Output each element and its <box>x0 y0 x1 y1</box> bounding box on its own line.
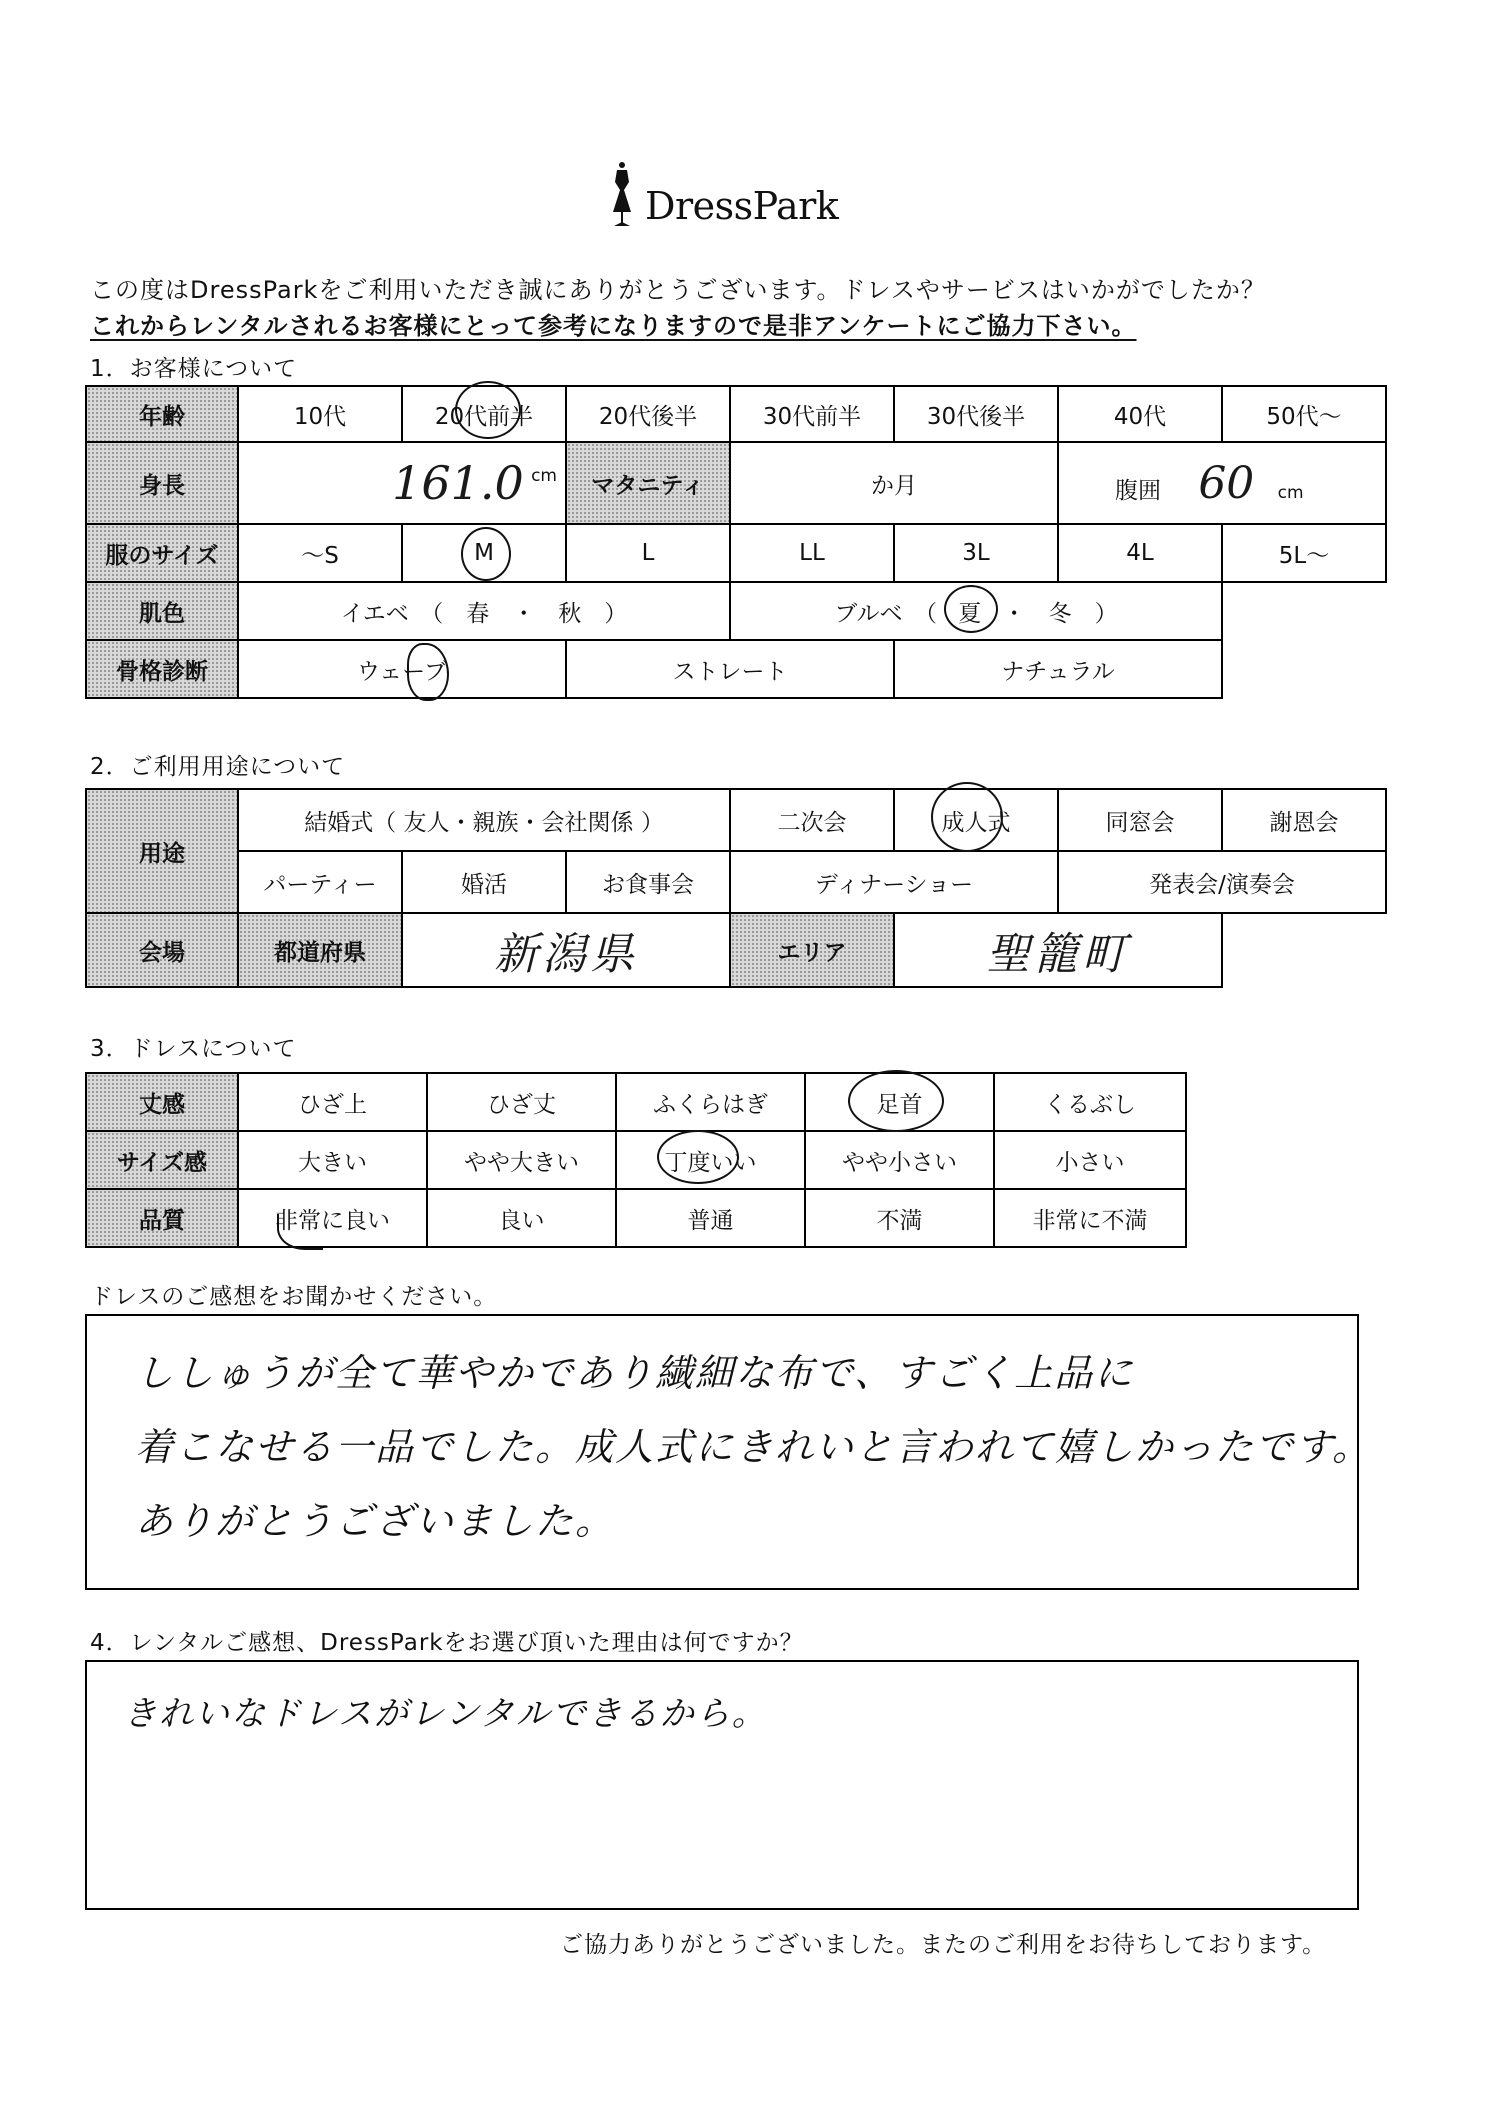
size-option[interactable]: 5L～ <box>1222 524 1386 582</box>
age-row <box>86 386 1386 442</box>
comment-line-2: 着こなせる一品でした。成人式にきれいと言われて嬉しかったです。 <box>135 1425 1372 1469</box>
purpose-option[interactable]: 発表会/演奏会 <box>1058 851 1386 913</box>
age-option[interactable]: 20代後半 <box>566 386 730 442</box>
skin-blue-prefix: ブルベ （ <box>834 600 937 627</box>
size-label: 服のサイズ <box>86 524 238 582</box>
purpose-option[interactable]: 二次会 <box>730 789 894 851</box>
length-row <box>86 1073 1186 1131</box>
skin-yellow[interactable]: イエベ （ 春 ・ 秋 ） <box>238 582 730 640</box>
quality-option[interactable]: 非常に不満 <box>994 1189 1186 1247</box>
purpose-option[interactable]: 婚活 <box>402 851 566 913</box>
comment-line-1: ししゅうが全て華やかであり繊細な布で、すごく上品に <box>135 1351 1135 1395</box>
comment-title: ドレスのご感想をお聞かせください。 <box>90 1284 498 1310</box>
section4-title: 4．レンタルご感想、DressParkをお選び頂いた理由は何ですか？ <box>90 1630 804 1656</box>
purpose-option[interactable]: 謝恩会 <box>1222 789 1386 851</box>
purpose-table <box>85 788 1387 988</box>
frame-option[interactable]: ナチュラル <box>894 640 1222 698</box>
skin-blue[interactable] <box>730 582 1222 640</box>
height-value: 161.0 <box>392 456 524 510</box>
dresspark-logo <box>605 160 845 240</box>
skin-blue-summer[interactable] <box>958 595 981 628</box>
quality-option[interactable]: 良い <box>427 1189 616 1247</box>
empty-cell <box>1222 582 1386 640</box>
size-option[interactable]: L <box>566 524 730 582</box>
purpose-option[interactable]: お食事会 <box>566 851 730 913</box>
length-option[interactable]: ふくらはぎ <box>616 1073 805 1131</box>
quality-option-selected[interactable] <box>238 1189 427 1247</box>
length-option[interactable]: くるぶし <box>994 1073 1186 1131</box>
length-option-selected[interactable] <box>805 1073 994 1131</box>
fit-option-selected[interactable] <box>616 1131 805 1189</box>
age-option-label: 20代前半 <box>434 403 534 430</box>
brand-name: DressPark <box>645 184 839 228</box>
reason-answer: きれいなドレスがレンタルできるから。 <box>123 1694 768 1734</box>
size-option[interactable]: 3L <box>894 524 1058 582</box>
waist-value: 60 <box>1198 457 1255 509</box>
size-row <box>86 524 1386 582</box>
area-field[interactable] <box>894 913 1222 987</box>
frame-row <box>86 640 1386 698</box>
size-option[interactable]: 4L <box>1058 524 1222 582</box>
waist-field[interactable] <box>1058 442 1386 524</box>
comment-line-3: ありがとうございました。 <box>135 1499 616 1543</box>
skin-row <box>86 582 1386 640</box>
length-option[interactable]: ひざ丈 <box>427 1073 616 1131</box>
reason-box[interactable] <box>85 1660 1359 1910</box>
length-option-label: 足首 <box>876 1091 923 1118</box>
quality-option[interactable]: 普通 <box>616 1189 805 1247</box>
height-row <box>86 442 1386 524</box>
purpose-row-1 <box>86 789 1386 851</box>
empty-cell <box>1222 913 1386 987</box>
prefecture-label: 都道府県 <box>238 913 402 987</box>
area-label: エリア <box>730 913 894 987</box>
purpose-row-2 <box>86 851 1386 913</box>
age-label: 年齢 <box>86 386 238 442</box>
fit-option[interactable]: 小さい <box>994 1131 1186 1189</box>
age-option[interactable]: 40代 <box>1058 386 1222 442</box>
size-option[interactable]: ～S <box>238 524 402 582</box>
size-option-selected[interactable] <box>402 524 566 582</box>
frame-option-selected[interactable] <box>238 640 566 698</box>
prefecture-field[interactable] <box>402 913 730 987</box>
area-value: 聖籠町 <box>986 929 1131 980</box>
size-option-label: M <box>474 540 494 566</box>
height-field[interactable] <box>238 442 566 524</box>
waist-unit: cm <box>1277 482 1304 503</box>
venue-row <box>86 913 1386 987</box>
purpose-option[interactable]: パーティー <box>238 851 402 913</box>
height-unit: cm <box>531 466 557 486</box>
frame-label: 骨格診断 <box>86 640 238 698</box>
skin-blue-suffix: ・ 冬 ） <box>1002 600 1118 627</box>
fit-label: サイズ感 <box>86 1131 238 1189</box>
waist-label: 腹囲 <box>1115 477 1161 504</box>
customer-table <box>85 385 1387 699</box>
quality-option[interactable]: 不満 <box>805 1189 994 1247</box>
skin-blue-summer-label: 夏 <box>958 600 982 627</box>
footer-thanks: ご協力ありがとうございました。またのご利用をお待ちしております。 <box>560 1932 1327 1958</box>
venue-label: 会場 <box>86 913 238 987</box>
purpose-option[interactable]: 同窓会 <box>1058 789 1222 851</box>
frame-option[interactable]: ストレート <box>566 640 894 698</box>
quality-option-label: 非常に良い <box>275 1207 390 1234</box>
age-option[interactable]: 50代～ <box>1222 386 1386 442</box>
section3-title: 3．ドレスについて <box>90 1036 297 1062</box>
frame-option-label: ウェーブ <box>357 658 447 685</box>
empty-cell <box>1222 640 1386 698</box>
height-label: 身長 <box>86 442 238 524</box>
intro-line-2: これからレンタルされるお客様にとって参考になりますので是非アンケートにご協力下さい。 <box>90 312 1137 340</box>
fit-option[interactable]: やや大きい <box>427 1131 616 1189</box>
length-option[interactable]: ひざ上 <box>238 1073 427 1131</box>
fit-option[interactable]: やや小さい <box>805 1131 994 1189</box>
maternity-label: マタニティ <box>566 442 730 524</box>
maternity-unit: か月 <box>871 472 917 499</box>
fit-row <box>86 1131 1186 1189</box>
section2-title: 2．ご利用用途について <box>90 754 346 780</box>
skin-label: 肌色 <box>86 582 238 640</box>
size-option[interactable]: LL <box>730 524 894 582</box>
dress-form-icon <box>605 160 639 232</box>
purpose-option[interactable]: ディナーショー <box>730 851 1058 913</box>
section1-title: 1．お客様について <box>90 356 298 382</box>
fit-option-label: 丁度いい <box>664 1149 757 1176</box>
purpose-option-label: 成人式 <box>941 809 1011 836</box>
age-option[interactable]: 30代前半 <box>730 386 894 442</box>
length-label: 丈感 <box>86 1073 238 1131</box>
fit-option[interactable]: 大きい <box>238 1131 427 1189</box>
dress-table <box>85 1072 1187 1248</box>
quality-label: 品質 <box>86 1189 238 1247</box>
purpose-label: 用途 <box>86 789 238 913</box>
age-option[interactable]: 30代後半 <box>894 386 1058 442</box>
purpose-option[interactable]: 結婚式（ 友人・親族・会社関係 ） <box>238 789 730 851</box>
comment-box[interactable] <box>85 1314 1372 1590</box>
maternity-field[interactable] <box>730 442 1058 524</box>
prefecture-value: 新潟県 <box>494 929 639 980</box>
intro-line-1: この度はDressParkをご利用いただき誠にありがとうございます。ドレスやサービスはいかがでしたか？ <box>90 276 1266 304</box>
age-option-selected[interactable] <box>402 386 566 442</box>
age-option[interactable]: 10代 <box>238 386 402 442</box>
purpose-option-selected[interactable] <box>894 789 1058 851</box>
quality-row <box>86 1189 1186 1247</box>
